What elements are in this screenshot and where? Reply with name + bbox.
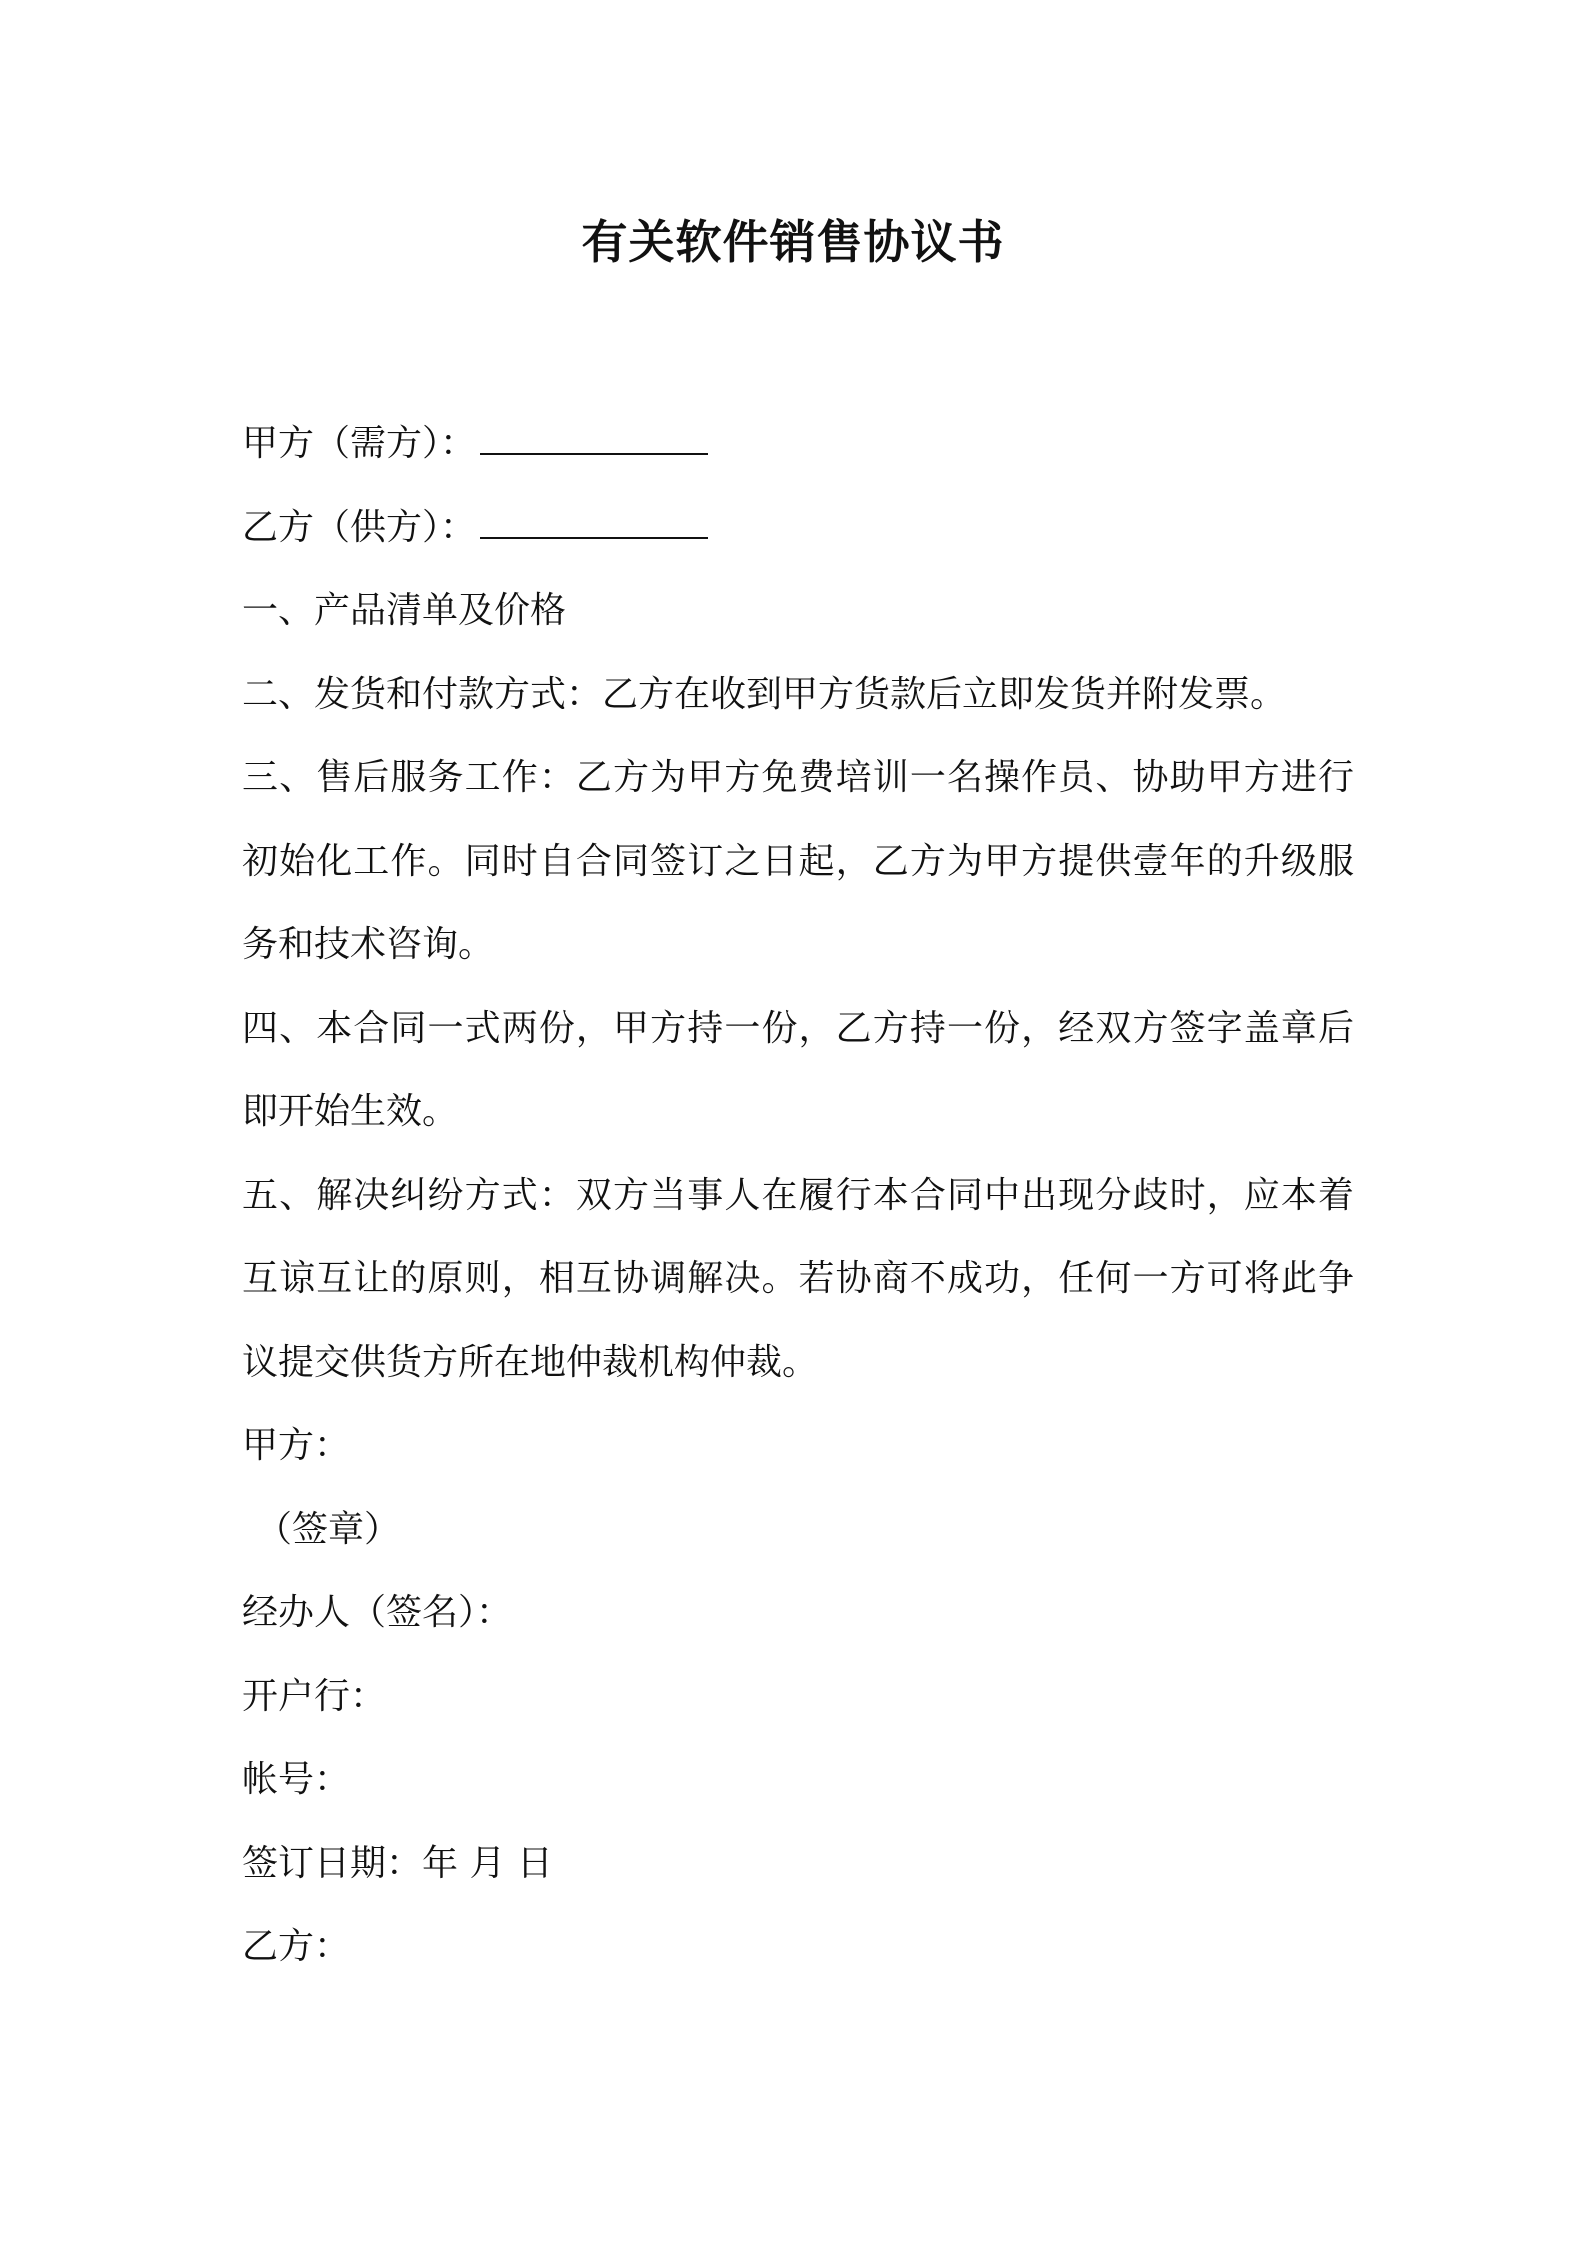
party-b-line (242, 486, 1354, 570)
signature-seal: （签章） (256, 1508, 401, 1550)
party-a-line (242, 402, 1354, 486)
signature-account: 帐号： (242, 1759, 351, 1800)
clause-1: 一、产品清单及价格 (242, 590, 567, 631)
signature-date: 签订日期：年 月 日 (242, 1842, 553, 1884)
signature-party-a: 甲方： (242, 1425, 351, 1466)
party-b-label: 乙方（供方）： (242, 506, 477, 548)
clause-4: 四、本合同一式两份，甲方持一份，乙方持一份，经双方签字盖章后即开始生效。 (242, 1007, 1354, 1132)
clause-5: 五、解决纠纷方式：双方当事人在履行本合同中出现分歧时，应本着互谅互让的原则，相互协调解决。若协商不成功，任何一方可将此争议提交供货方所在地仲裁机构仲裁。 (242, 1174, 1354, 1383)
clause-3: 三、售后服务工作：乙方为甲方免费培训一名操作员、协助甲方进行初始化工作。同时自合同签订之日起，乙方为甲方提供壹年的升级服务和技术咨询。 (242, 757, 1354, 965)
document-title: 有关软件销售协议书 (581, 215, 1005, 269)
party-b-blank (480, 507, 708, 539)
signature-agent: 经办人（签名）： (242, 1592, 513, 1633)
clause-2: 二、发货和付款方式：乙方在收到甲方货款后立即发货并附发票。 (242, 673, 1287, 715)
party-a-blank (480, 423, 708, 455)
signature-party-b: 乙方： (242, 1926, 351, 1967)
party-a-label: 甲方（需方）： (242, 423, 477, 464)
document-body (242, 402, 1354, 1989)
signature-bank: 开户行： (242, 1675, 387, 1717)
